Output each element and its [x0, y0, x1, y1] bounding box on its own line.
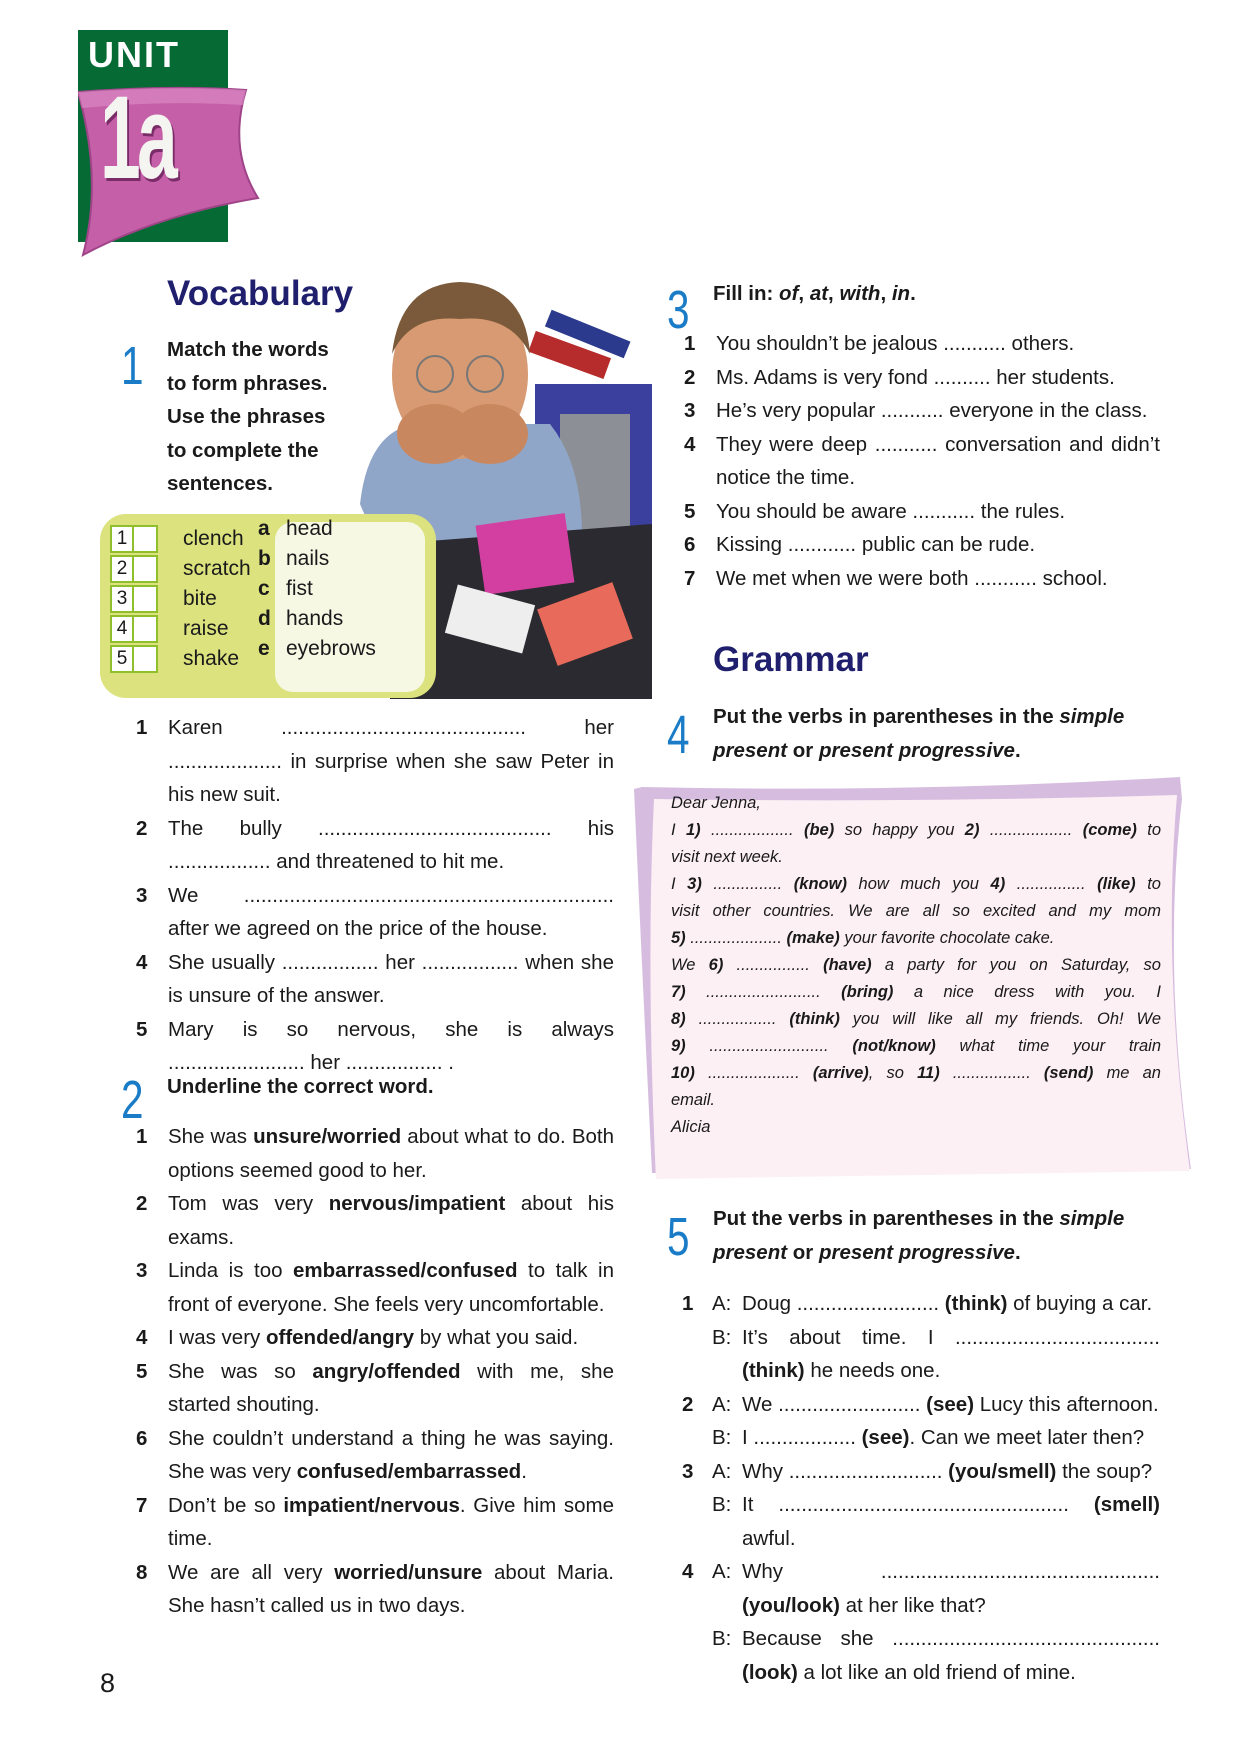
item-number: 2 — [112, 557, 134, 581]
letter-line — [671, 817, 1161, 844]
text-segment: me an — [1093, 1064, 1161, 1082]
option-letter: c — [258, 577, 270, 600]
text-segment: by what you said. — [414, 1326, 579, 1349]
option-word: head — [286, 517, 333, 540]
item-number: 2 — [682, 1392, 694, 1416]
item-number: 4 — [112, 617, 134, 641]
item-text — [716, 361, 1160, 395]
text-segment: I — [671, 875, 688, 893]
option-letter: b — [258, 547, 271, 570]
instruction-line: to complete the — [167, 438, 319, 462]
text-segment: visit next week. — [671, 848, 783, 866]
speaker-label: B: — [712, 1627, 732, 1650]
text-segment: (see) — [861, 1426, 910, 1449]
exercise-5-instruction — [713, 1202, 1153, 1269]
underline-item — [136, 1321, 614, 1355]
dialogue-line — [682, 1488, 1160, 1555]
match-option — [258, 512, 333, 545]
text-segment: or — [787, 1240, 819, 1264]
text-segment: confused/embarrassed — [296, 1460, 522, 1483]
fill-in-item — [684, 428, 1160, 495]
item-number: 7 — [684, 566, 696, 590]
text-segment: you will like all my friends. Oh! We — [839, 1010, 1161, 1028]
text-segment: We met when we were both ........... school. — [716, 566, 1108, 590]
text-segment: (look) — [742, 1660, 798, 1684]
sentence-item — [136, 711, 614, 812]
text-segment: (see) — [926, 1392, 975, 1416]
item-number: 2 — [684, 365, 696, 389]
item-number: 3 — [682, 1459, 694, 1483]
match-item — [110, 552, 251, 585]
underline-item — [136, 1355, 614, 1422]
item-text — [168, 1422, 614, 1489]
vocabulary-heading: Vocabulary — [167, 274, 354, 313]
text-segment: impatient/nervous — [283, 1493, 460, 1517]
text-segment: , — [798, 282, 810, 305]
item-text — [168, 812, 614, 879]
match-item — [110, 582, 217, 615]
text-segment: ................. — [939, 1064, 1044, 1082]
fill-in-item — [684, 495, 1160, 529]
text-segment: She usually ................. her ................. when she is unsure of the answer. — [168, 950, 614, 1007]
text-segment: , — [880, 282, 892, 305]
exercise-1-number: 1 — [121, 336, 144, 396]
underline-item — [136, 1120, 614, 1187]
exercise-3-list — [684, 327, 1160, 595]
item-number: 5 — [112, 647, 134, 671]
text-segment: I .................. — [742, 1426, 862, 1449]
exercise-2-list — [136, 1120, 614, 1623]
answer-box[interactable] — [110, 585, 158, 613]
instruction-line: Use the phrases — [167, 405, 326, 428]
underline-item — [136, 1556, 614, 1623]
text-segment: with — [839, 282, 881, 305]
text-segment: to — [1135, 875, 1161, 893]
text-segment: , so — [868, 1064, 918, 1082]
item-number — [682, 1421, 712, 1455]
letter-line — [671, 790, 1161, 817]
text-segment: a lot like an old friend of mine. — [797, 1660, 1076, 1684]
item-text — [168, 946, 614, 1013]
exercise-3-number: 3 — [667, 280, 690, 340]
text-segment: .................. — [979, 821, 1083, 839]
dialogue-text — [742, 1321, 1160, 1388]
text-segment: (bring) — [841, 983, 894, 1001]
text-segment: unsure/worried — [253, 1125, 402, 1148]
text-segment: (be) — [803, 821, 835, 839]
item-number: 1 — [112, 527, 134, 551]
text-segment: the soup? — [1056, 1459, 1153, 1483]
dialogue-text — [742, 1555, 1160, 1622]
text-segment: .................. — [700, 821, 804, 839]
text-segment: nervous/impatient — [328, 1192, 506, 1215]
sentence-item — [136, 946, 614, 1013]
item-number: 6 — [136, 1426, 148, 1450]
text-segment: present progressive — [818, 1240, 1015, 1264]
instruction-line: sentences. — [167, 472, 273, 495]
exercise-5-number: 5 — [667, 1207, 690, 1267]
unit-number: 1a — [100, 72, 174, 204]
text-segment: I was very — [168, 1326, 266, 1349]
item-text — [716, 394, 1160, 428]
fill-in-item — [684, 394, 1160, 428]
text-segment: he needs one. — [804, 1359, 941, 1382]
text-segment: 10) — [671, 1064, 695, 1082]
fill-in-item — [684, 562, 1160, 596]
text-segment: what time your train — [935, 1037, 1162, 1055]
letter-line — [671, 925, 1161, 952]
underline-item — [136, 1489, 614, 1556]
letter-line — [671, 1060, 1161, 1087]
text-segment: The bully ......................................... his .................. and threatened to hit me. — [168, 816, 614, 873]
item-number: 2 — [136, 816, 148, 840]
text-segment: ................ — [723, 956, 824, 974]
text-segment: (come) — [1082, 821, 1137, 839]
text-segment: (think) — [742, 1359, 805, 1382]
item-text — [716, 428, 1160, 495]
text-segment: at — [809, 282, 829, 305]
text-segment: You shouldn’t be jealous ........... others. — [716, 332, 1075, 355]
item-number: 5 — [136, 1017, 148, 1041]
text-segment: (think) — [789, 1010, 840, 1028]
dialogue-line — [682, 1555, 1160, 1622]
text-segment: Ms. Adams is very fond .......... her students. — [716, 365, 1115, 389]
text-segment: Alicia — [671, 1118, 711, 1136]
match-item — [110, 642, 239, 675]
fill-in-item — [684, 528, 1160, 562]
item-number — [682, 1321, 712, 1388]
speaker-label: A: — [712, 1560, 732, 1583]
text-segment: 2) — [964, 821, 980, 839]
letter-line — [671, 1114, 1161, 1141]
text-segment: She was so — [168, 1359, 313, 1383]
dialogue-line — [682, 1421, 1160, 1455]
exercise-5-dialogues — [682, 1287, 1160, 1689]
text-segment: . — [521, 1460, 527, 1483]
dialogue-text — [742, 1488, 1160, 1555]
item-number: 4 — [136, 950, 148, 974]
exercise-4-number: 4 — [667, 705, 690, 765]
speaker-label: A: — [712, 1392, 732, 1416]
text-segment: about his exams. — [168, 1192, 614, 1249]
text-segment: ................. — [685, 1010, 790, 1028]
text-segment: ............... — [1005, 875, 1098, 893]
text-segment: your favorite chocolate cake. — [839, 929, 1055, 947]
match-option — [258, 602, 343, 635]
text-segment: simple present — [713, 1207, 1125, 1264]
text-segment: embarrassed/confused — [293, 1259, 518, 1282]
option-word: fist — [286, 577, 313, 600]
text-segment: awful. — [742, 1526, 796, 1550]
dialogue-line — [682, 1455, 1160, 1489]
match-option — [258, 572, 313, 605]
text-segment: simple present — [713, 705, 1125, 762]
dialogue-line — [682, 1321, 1160, 1388]
speaker-label: B: — [712, 1493, 732, 1516]
item-number: 3 — [112, 587, 134, 611]
fill-in-item — [684, 361, 1160, 395]
text-segment: Put the verbs in parentheses in the — [713, 705, 1060, 728]
item-number: 3 — [684, 399, 696, 422]
dialogue-line — [682, 1287, 1160, 1321]
text-segment: . Can we meet later then? — [909, 1426, 1145, 1449]
text-segment: Because she ............................................... — [742, 1627, 1160, 1650]
option-word: hands — [286, 607, 344, 630]
text-segment: of — [779, 282, 799, 305]
speaker-label: B: — [712, 1426, 732, 1449]
option-word: nails — [286, 547, 330, 570]
text-segment: at her like that? — [839, 1593, 986, 1617]
text-segment: She was — [168, 1125, 254, 1148]
sentence-item — [136, 879, 614, 946]
text-segment: (you/smell) — [948, 1459, 1057, 1483]
match-word: bite — [183, 587, 217, 610]
item-text — [168, 1254, 614, 1321]
text-segment: Why ................................................. — [742, 1560, 1160, 1583]
item-text — [168, 1556, 614, 1623]
text-segment: 7) — [671, 983, 686, 1001]
item-number: 6 — [684, 533, 696, 556]
item-number: 2 — [136, 1192, 148, 1215]
text-segment: They were deep ........... conversation and didn’t notice the time. — [716, 432, 1160, 489]
dialogue-text — [742, 1455, 1160, 1489]
match-option — [258, 632, 376, 665]
item-text — [168, 1187, 614, 1254]
text-segment: present progressive — [818, 738, 1015, 762]
text-segment: about Maria. She hasn’t called us in two days. — [168, 1560, 615, 1617]
text-segment: . — [1014, 1240, 1021, 1264]
text-segment: email. — [671, 1091, 716, 1109]
dialogue-text — [742, 1287, 1160, 1321]
item-text — [168, 879, 614, 946]
text-segment: Put the verbs in parentheses in the — [713, 1207, 1060, 1230]
match-option — [258, 542, 329, 575]
letter-text — [671, 790, 1161, 1141]
text-segment: in — [891, 282, 911, 305]
item-text — [716, 562, 1160, 596]
match-item — [110, 522, 244, 555]
text-segment: I — [671, 821, 686, 839]
match-word: scratch — [183, 557, 251, 580]
text-segment: so happy you — [834, 821, 965, 839]
text-segment: to — [1136, 821, 1162, 839]
text-segment: ............... — [701, 875, 794, 893]
grammar-heading: Grammar — [713, 640, 869, 679]
text-segment: She couldn’t understand a thing he was saying. She was very — [168, 1426, 614, 1483]
letter-line — [671, 952, 1161, 979]
item-number: 4 — [684, 432, 696, 456]
text-segment: You should be aware ........... the rules. — [716, 499, 1066, 523]
text-segment: Kissing ............ public can be rude. — [716, 533, 1036, 556]
option-letter: e — [258, 637, 270, 660]
letter-line — [671, 979, 1161, 1006]
item-text — [168, 1355, 614, 1422]
item-number: 8 — [136, 1560, 148, 1584]
text-segment: a party for you on Saturday, so — [871, 956, 1161, 974]
text-segment: Why ........................... — [742, 1459, 949, 1483]
match-item — [110, 612, 229, 645]
text-segment: Tom was very — [168, 1192, 329, 1215]
text-segment: about what to do. Both options seemed good to her. — [168, 1125, 614, 1182]
fill-in-item — [684, 327, 1160, 361]
dialogue-text — [742, 1622, 1160, 1689]
text-segment: Don’t be so — [168, 1493, 284, 1517]
dialogue-text — [742, 1388, 1160, 1422]
text-segment: .......................... — [685, 1037, 853, 1055]
item-text — [168, 1321, 614, 1355]
text-segment: (you/look) — [742, 1593, 840, 1617]
text-segment: We — [671, 956, 709, 974]
letter-line — [671, 898, 1161, 925]
instruction-line: Match the words — [167, 338, 329, 361]
text-segment: worried/unsure — [334, 1560, 483, 1584]
text-segment: a nice dress with you. I — [893, 983, 1161, 1001]
answer-box[interactable] — [110, 615, 158, 643]
text-segment: We ......................... — [742, 1392, 927, 1416]
text-segment: He’s very popular ........... everyone in the class. — [716, 399, 1148, 422]
text-segment: (send) — [1043, 1064, 1094, 1082]
text-segment: 8) — [671, 1010, 686, 1028]
text-segment: (not/know) — [852, 1037, 936, 1055]
text-segment: 4) — [990, 875, 1006, 893]
speaker-label: A: — [712, 1459, 732, 1483]
item-number — [682, 1622, 712, 1689]
instruction-line: to form phrases. — [167, 371, 328, 395]
letter-line — [671, 1006, 1161, 1033]
item-text — [168, 1120, 614, 1187]
text-segment: , — [828, 282, 840, 305]
item-number: 7 — [136, 1493, 148, 1517]
text-segment: visit other countries. We are all so excited and my mom — [671, 902, 1161, 920]
text-segment: 1) — [685, 821, 701, 839]
speaker-label: A: — [712, 1292, 732, 1315]
match-word: raise — [183, 617, 229, 640]
item-number: 1 — [136, 1125, 148, 1148]
text-segment: (have) — [823, 956, 872, 974]
letter-line — [671, 871, 1161, 898]
text-segment: to talk in front of everyone. She feels very uncomfortable. — [168, 1259, 614, 1316]
text-segment: or — [787, 738, 819, 762]
text-segment: Fill in: — [713, 282, 780, 305]
text-segment: . — [910, 282, 916, 305]
text-segment: Lucy this afternoon. — [974, 1392, 1159, 1416]
text-segment: (know) — [793, 875, 847, 893]
letter-line — [671, 1033, 1161, 1060]
text-segment: It ................................................... — [742, 1493, 1094, 1516]
text-segment: 5) — [671, 929, 686, 947]
item-text — [716, 528, 1160, 562]
text-segment: It’s about time. I .................................... — [742, 1325, 1160, 1349]
text-segment: .................... — [694, 1064, 813, 1082]
text-segment: We ................................................................. after we agreed on the price of the house. — [168, 883, 614, 940]
text-segment: Dear Jenna, — [671, 794, 761, 812]
text-segment: . — [1014, 738, 1021, 762]
option-letter: a — [258, 517, 270, 540]
dialogue-line — [682, 1388, 1160, 1422]
letter-line — [671, 1087, 1161, 1114]
page-number: 8 — [100, 1668, 116, 1698]
option-word: eyebrows — [286, 637, 376, 660]
exercise-1-sentences — [136, 711, 614, 1080]
text-segment: with me, she started shouting. — [168, 1359, 614, 1416]
text-segment: Mary is so nervous, she is always ........................ her ................. . — [168, 1017, 614, 1074]
text-segment: . Give him some time. — [168, 1493, 614, 1550]
item-number: 1 — [684, 332, 696, 355]
text-segment: (arrive) — [812, 1064, 869, 1082]
text-segment: 9) — [671, 1037, 686, 1055]
exercise-2-number: 2 — [121, 1070, 144, 1130]
item-text — [716, 495, 1160, 529]
item-text — [168, 711, 614, 812]
text-segment: ......................... — [685, 983, 842, 1001]
speaker-label: B: — [712, 1325, 732, 1349]
unit-logo — [78, 30, 263, 260]
text-segment: 6) — [708, 956, 724, 974]
underline-item — [136, 1422, 614, 1489]
item-number: 1 — [136, 716, 148, 739]
exercise-2-instruction: Underline the correct word. — [167, 1075, 434, 1098]
text-segment: angry/offended — [312, 1359, 461, 1383]
item-number: 5 — [136, 1359, 148, 1383]
item-number: 5 — [684, 499, 696, 523]
text-segment: We are all very — [168, 1560, 335, 1584]
item-number — [682, 1488, 712, 1555]
text-segment: (smell) — [1093, 1493, 1160, 1516]
match-word: shake — [183, 647, 240, 670]
item-number: 4 — [682, 1560, 694, 1583]
text-segment: Karen ........................................... her .................... in surprise when she saw Peter in his new suit. — [168, 716, 614, 806]
exercise-4-instruction — [713, 700, 1153, 767]
item-number: 1 — [682, 1292, 694, 1315]
text-segment: 11) — [917, 1064, 940, 1082]
text-segment: .................... — [685, 929, 787, 947]
item-text — [716, 327, 1160, 361]
item-number: 3 — [136, 1259, 148, 1282]
dialogue-text — [742, 1421, 1160, 1455]
text-segment: Linda is too — [168, 1259, 294, 1282]
answer-box[interactable] — [110, 645, 158, 673]
match-word: clench — [183, 527, 244, 550]
text-segment: how much you — [846, 875, 991, 893]
text-segment: (like) — [1097, 875, 1136, 893]
text-segment: offended/angry — [265, 1326, 415, 1349]
item-number: 3 — [136, 883, 148, 907]
item-number: 4 — [136, 1326, 148, 1349]
sentence-item — [136, 812, 614, 879]
answer-box[interactable] — [110, 525, 158, 553]
unit-label: UNIT — [88, 34, 180, 75]
underline-item — [136, 1254, 614, 1321]
text-segment: (think) — [944, 1292, 1008, 1315]
letter-line — [671, 844, 1161, 871]
underline-item — [136, 1187, 614, 1254]
text-segment: of buying a car. — [1007, 1292, 1153, 1315]
item-text — [168, 1489, 614, 1556]
matching-box — [100, 514, 436, 698]
text-segment: 3) — [687, 875, 702, 893]
exercise-3-instruction — [713, 277, 916, 311]
dialogue-line — [682, 1622, 1160, 1689]
answer-box[interactable] — [110, 555, 158, 583]
text-segment: Doug ......................... — [742, 1292, 945, 1315]
text-segment: (make) — [786, 929, 840, 947]
option-letter: d — [258, 607, 271, 630]
